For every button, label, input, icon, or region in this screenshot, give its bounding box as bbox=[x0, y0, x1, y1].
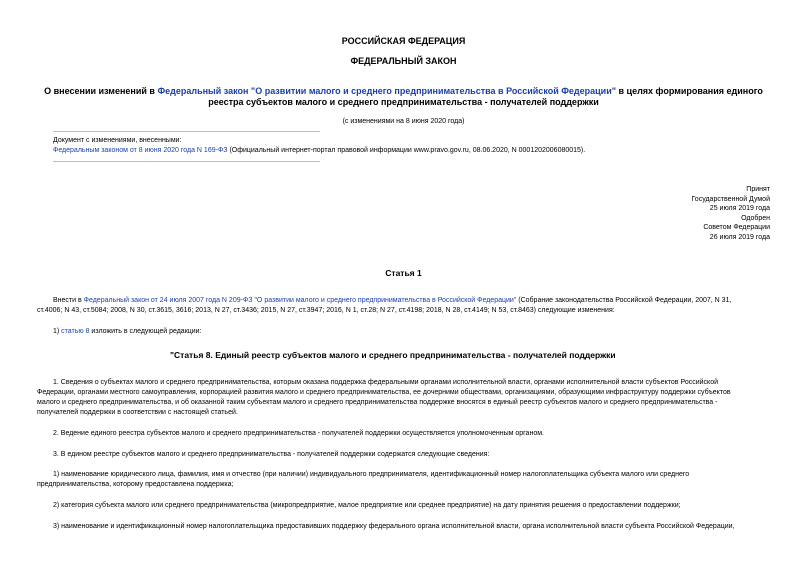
para-1-line2: Федерации, органами местного самоуправления, корпорацией развития малого и среднего предпринимательства, ее дочерними обществами, организациями, образующими инфраструктуру поддержки субъектов bbox=[37, 389, 731, 396]
para-3: 3. В едином реестре субъектов малого и среднего предпринимательства - получателей поддержки содержатся следующие сведения: bbox=[53, 451, 490, 458]
para-1-line1: 1. Сведения о субъектах малого и среднего предпринимательства, которым оказана поддержка федеральными органами исполнительной власти, органами исполнительной власти субъектов Российской bbox=[53, 379, 718, 386]
country-heading: РОССИЙСКАЯ ФЕДЕРАЦИЯ bbox=[341, 36, 466, 46]
para-2: 2. Ведение единого реестра субъектов малого и среднего предпринимательства - получателей поддержки осуществляется уполномоченным органом. bbox=[53, 430, 544, 437]
law-title-link[interactable]: Федеральный закон "О развитии малого и среднего предпринимательства в Российской Федерации" bbox=[157, 86, 617, 96]
item-1 bbox=[53, 327, 202, 337]
item-1-pre: 1) bbox=[53, 328, 62, 335]
changes-label: Документ с изменениями, внесенными: bbox=[53, 137, 182, 144]
law-title bbox=[0, 86, 807, 96]
subitem-1-line1: 1) наименование юридического лица, фамилия, имя и отчество (при наличии) индивидуального предпринимателя, идентификационный номер налогоплательщика субъекта малого или среднего bbox=[53, 471, 690, 478]
article-title: Статья 1 bbox=[385, 268, 422, 278]
separator-top bbox=[53, 131, 320, 132]
adoption-line: 26 июля 2019 года bbox=[709, 233, 770, 241]
changes-link[interactable]: Федеральным законом от 8 июня 2020 года N 169-ФЗ bbox=[53, 147, 228, 154]
intro-post: (Собрание законодательства Российской Федерации, 2007, N 31, bbox=[516, 297, 732, 304]
separator-bottom bbox=[53, 161, 320, 162]
item-1-link[interactable]: статью 8 bbox=[61, 328, 90, 335]
edition-note: (с изменениями на 8 июня 2020 года) bbox=[342, 118, 465, 125]
adoption-line: Советом Федерации bbox=[703, 224, 770, 232]
law-title-post: в целях формирования единого bbox=[616, 86, 763, 96]
law-title-line2: реестра субъектов малого и среднего предпринимательства - получателей поддержки bbox=[208, 97, 599, 107]
adoption-line: Одобрен bbox=[741, 214, 770, 222]
article-intro-line1 bbox=[53, 296, 770, 306]
adoption-line: Государственной Думой bbox=[691, 195, 770, 203]
adoption-block bbox=[560, 185, 770, 243]
changes-source: (Официальный интернет-портал правовой информации www.pravo.gov.ru, 08.06.2020, N 0001202006080015). bbox=[227, 147, 586, 154]
subitem-1-line2: предпринимательства, которому предоставлена поддержка; bbox=[37, 481, 234, 488]
changes-line bbox=[53, 146, 585, 156]
subitem-2: 2) категория субъекта малого или среднего предпринимательства (микропредприятие, малое предприятие или среднее предприятие) на дату принятия решения о предоставлении поддержки; bbox=[53, 502, 681, 509]
law-title-pre: О внесении изменений в bbox=[44, 86, 158, 96]
intro-pre: Внести в bbox=[53, 297, 84, 304]
adoption-line: 25 июля 2019 года bbox=[709, 205, 770, 213]
adoption-line: Принят bbox=[746, 186, 770, 193]
item-1-post: изложить в следующей редакции: bbox=[89, 328, 202, 335]
para-1-line4: получателей поддержки в соответствии с настоящей статьей. bbox=[37, 409, 238, 416]
doc-type-heading: ФЕДЕРАЛЬНЫЙ ЗАКОН bbox=[350, 56, 457, 66]
quoted-article-title: "Статья 8. Единый реестр субъектов малого и среднего предпринимательства - получателей поддержки bbox=[170, 350, 616, 360]
para-1-line3: малого и среднего предпринимательства, и об оказанной таким субъектам малого и среднего предпринимательства поддержке вносятся в единый реестр субъектов малого и среднего предпринимательства - bbox=[37, 399, 718, 406]
intro-link[interactable]: Федеральный закон от 24 июля 2007 года N 209-ФЗ "О развитии малого и среднего предпринимательства в Российской Федерации" bbox=[83, 297, 517, 304]
subitem-3: 3) наименование и идентификационный номер налогоплательщика предоставивших поддержку федерального органа исполнительной власти, органа исполнительной власти субъекта Российской Федерации, bbox=[53, 523, 735, 530]
article-intro-line2: ст.4006; N 43, ст.5084; 2008, N 30, ст.3615, 3616; 2013, N 27, ст.3436; 2015, N 27, ст.3947; 2016, N 1, ст.28; N 27, ст.4198; 2018, N 28, ст.4149; N 53, ст.8463) следующие изменения: bbox=[37, 307, 615, 314]
